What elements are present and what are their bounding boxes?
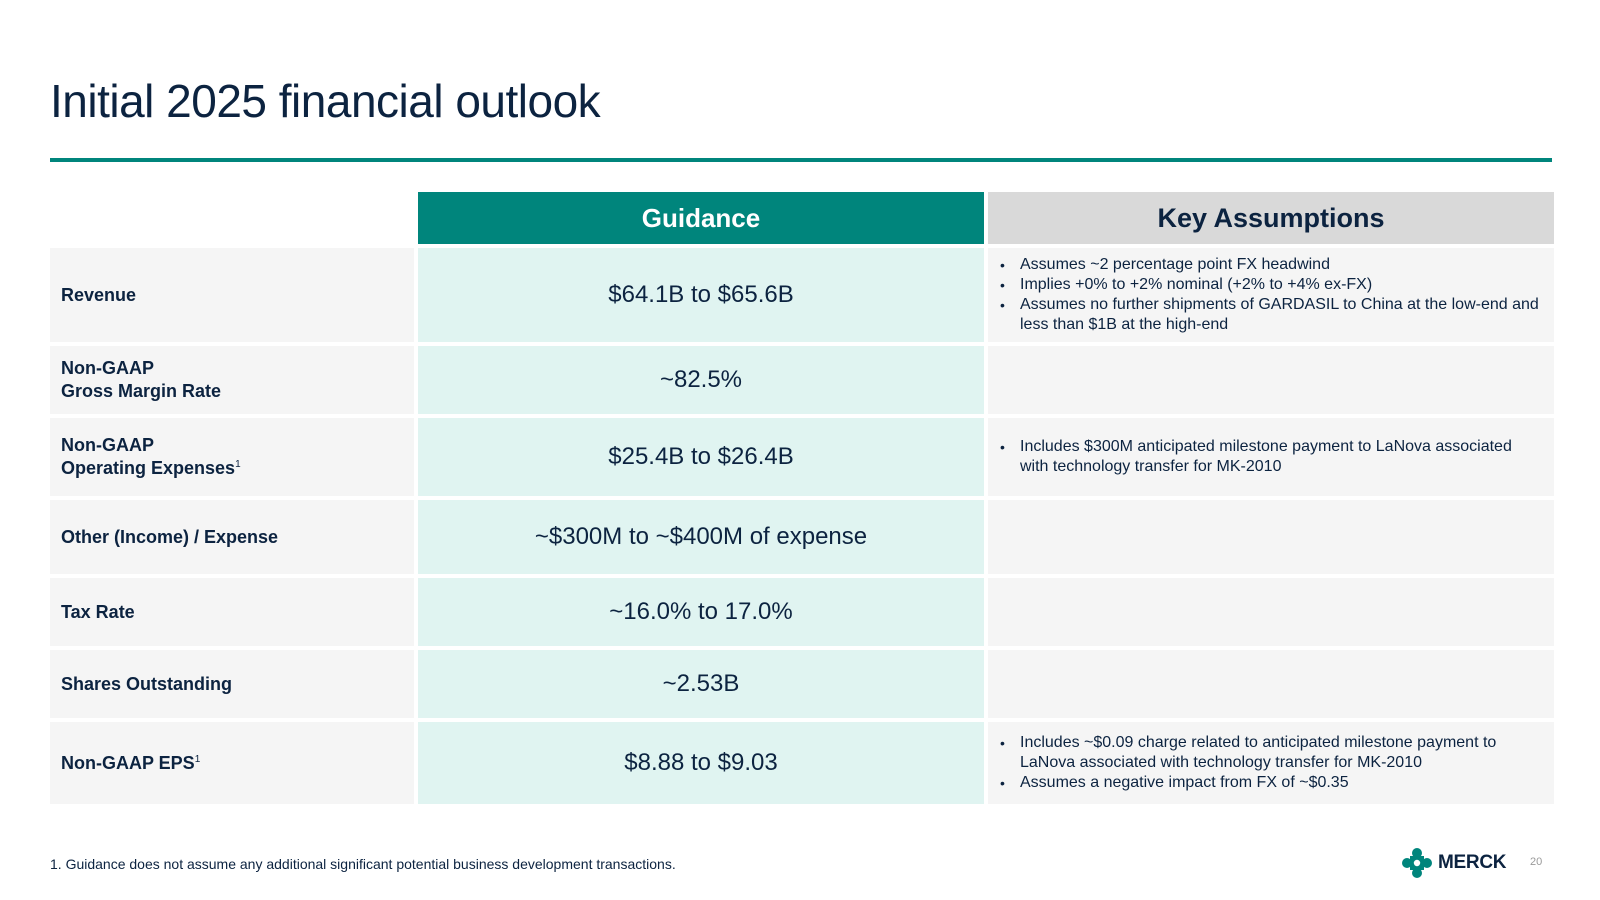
assumptions-list (998, 733, 1542, 793)
assumption-item: • Assumes a negative impact from FX of ~$0.35 (998, 773, 1542, 793)
footnote: 1. Guidance does not assume any additional significant potential business development transactions. (50, 856, 676, 872)
row-label-line: Non-GAAP (61, 358, 154, 378)
guidance-value: ~16.0% to 17.0% (418, 578, 984, 646)
assumption-item: • Assumes no further shipments of GARDASIL to China at the low-end and less than $1B at the high-end (998, 295, 1542, 335)
assumption-item: • Implies +0% to +2% nominal (+2% to +4% ex-FX) (998, 275, 1542, 295)
header-blank-cell (50, 192, 414, 244)
merck-logo-text: MERCK (1438, 852, 1507, 873)
row-label-line: Revenue (61, 284, 137, 305)
row-label (50, 722, 414, 804)
assumptions-cell (988, 722, 1554, 804)
assumptions-cell (988, 650, 1554, 718)
merck-logo (1402, 848, 1506, 878)
guidance-value: ~82.5% (418, 346, 984, 414)
guidance-value: $8.88 to $9.03 (418, 722, 984, 804)
row-label (50, 248, 414, 342)
row-label-text: Operating Expenses (61, 458, 236, 478)
assumptions-cell (988, 578, 1554, 646)
row-label (50, 346, 414, 414)
row-label-line (61, 457, 241, 480)
row-label-text: Non-GAAP EPS (61, 752, 195, 773)
row-label (50, 578, 414, 646)
assumptions-cell (988, 500, 1554, 574)
assumptions-cell (988, 346, 1554, 414)
assumption-item: • Assumes ~2 percentage point FX headwind (998, 255, 1542, 275)
row-label-line: Tax Rate (61, 601, 135, 622)
guidance-value: ~2.53B (418, 650, 984, 718)
merck-logo-icon (1402, 848, 1432, 878)
row-label-line: Shares Outstanding (61, 673, 233, 694)
assumptions-cell (988, 418, 1554, 496)
key-assumptions-header: Key Assumptions (988, 192, 1554, 244)
assumption-item: • Includes ~$0.09 charge related to anticipated milestone payment to LaNova associated with technology transfer for MK-2010 (998, 733, 1542, 773)
guidance-value: $25.4B to $26.4B (418, 418, 984, 496)
row-label-line (61, 752, 200, 775)
page-title: Initial 2025 financial outlook (50, 75, 601, 127)
assumption-item: • Includes $300M anticipated milestone payment to LaNova associated with technology transfer for MK-2010 (998, 437, 1542, 477)
row-label-line: Non-GAAP (61, 435, 154, 455)
row-label (50, 418, 414, 496)
assumptions-cell (988, 248, 1554, 342)
footnote-marker: 1 (235, 459, 241, 470)
outlook-table (50, 192, 1552, 804)
footnote-marker: 1 (194, 753, 201, 765)
guidance-header: Guidance (418, 192, 984, 244)
guidance-value: ~$300M to ~$400M of expense (418, 500, 984, 574)
row-label-line: Gross Margin Rate (61, 381, 222, 401)
title-divider (50, 158, 1552, 162)
assumptions-list (998, 255, 1542, 335)
guidance-value: $64.1B to $65.6B (418, 248, 984, 342)
row-label (50, 650, 414, 718)
row-label (50, 500, 414, 574)
assumptions-list (998, 437, 1542, 477)
page-number: 20 (1530, 856, 1543, 868)
row-label-line: Other (Income) / Expense (61, 526, 279, 547)
